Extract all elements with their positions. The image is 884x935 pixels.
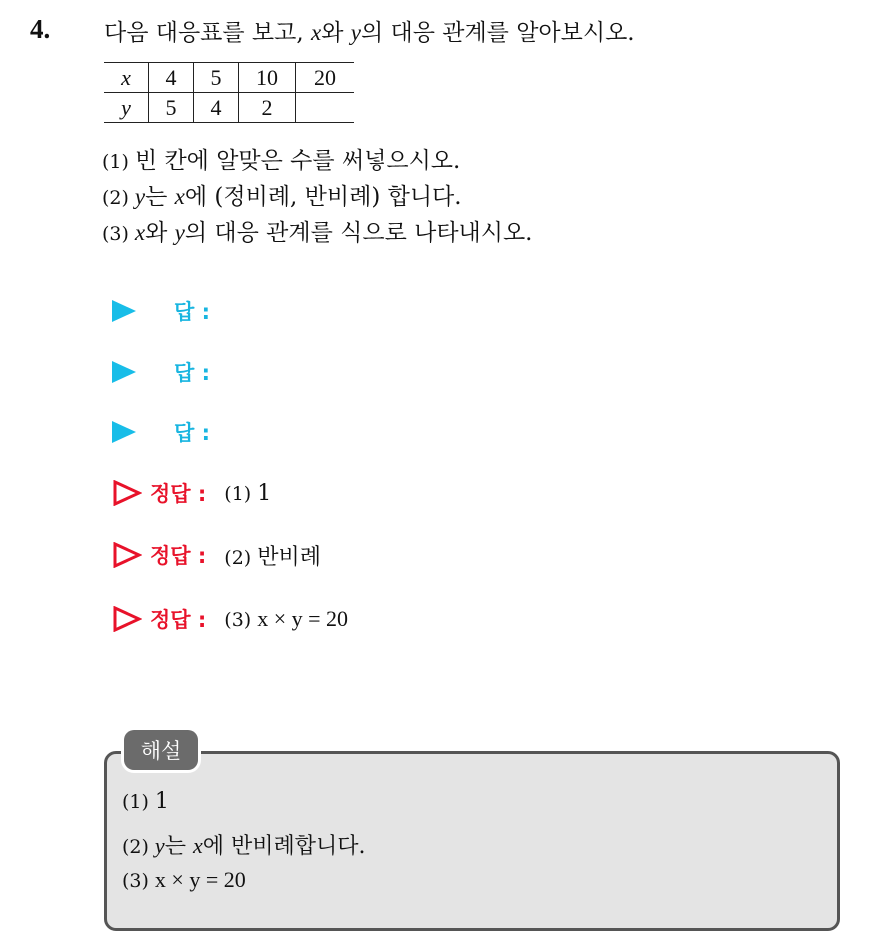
var-y: y [154, 833, 165, 858]
correct-answer-label: 정답 : [150, 482, 207, 506]
table-row-x [104, 63, 354, 93]
table-cell: 5 [149, 93, 194, 123]
table-cell: 4 [194, 93, 239, 123]
outline-triangle-icon [112, 606, 142, 632]
table-cell: x [104, 63, 149, 93]
var-y: y [134, 184, 146, 209]
var-x: x [311, 20, 322, 45]
answer-blank-2[interactable] [112, 355, 210, 389]
correct-answer-3 [112, 602, 348, 636]
var-x: x [174, 184, 185, 209]
subquestion-2 [102, 178, 462, 211]
subquestion-text: 는 [145, 184, 168, 210]
var-x: x [134, 220, 146, 245]
play-triangle-icon [112, 361, 136, 383]
question-text-part2: 와 [321, 20, 344, 46]
subquestion-number: (1) [102, 151, 129, 173]
subquestion-1 [102, 142, 460, 175]
subquestion-3 [102, 214, 533, 247]
subquestion-text: 의 대응 관계를 식으로 나타내시오. [184, 220, 533, 246]
subquestion-number: (2) [102, 187, 129, 209]
play-triangle-icon [112, 300, 136, 322]
question-text [104, 14, 635, 47]
answer-label: 답 : [174, 421, 210, 445]
table-cell: 2 [239, 93, 296, 123]
correct-answer-label: 정답 : [150, 608, 207, 632]
answer-label: 답 : [174, 361, 210, 385]
table-cell: 4 [149, 63, 194, 93]
table-cell: 10 [239, 63, 296, 93]
correct-answer-2 [112, 538, 321, 572]
question-text-part3: 의 대응 관계를 알아보시오. [360, 20, 635, 46]
question-number: 4. [30, 14, 51, 44]
var-y: y [350, 20, 361, 45]
table-cell-blank[interactable] [296, 93, 355, 123]
answer-label: 답 : [174, 300, 210, 324]
correct-answer-label: 정답 : [150, 544, 207, 568]
table-cell: 20 [296, 63, 355, 93]
explanation-line-3: (3) x × y = 20 [122, 867, 246, 892]
table-cell: 5 [194, 63, 239, 93]
subquestion-text: 에 (정비례, 반비례) 합니다. [184, 184, 462, 210]
subquestion-text: 빈 칸에 알맞은 수를 써넣으시오. [134, 148, 461, 174]
play-triangle-icon [112, 421, 136, 443]
correct-answer-text: (2) 반비례 [224, 544, 321, 570]
table-row-y [104, 93, 354, 123]
answer-blank-3[interactable] [112, 415, 210, 449]
subquestion-number: (3) [102, 223, 129, 245]
answer-blank-1[interactable] [112, 294, 210, 328]
subquestion-text: 와 [145, 220, 168, 246]
correspondence-table [104, 62, 354, 123]
correct-answer-text: (1) 1 [224, 480, 272, 506]
var-x: x [192, 833, 203, 858]
correct-answer-text: (3) x × y = 20 [224, 606, 349, 631]
question-text-part1: 다음 대응표를 보고, [104, 20, 304, 46]
explanation-line-2: (2) y는 x에 반비례합니다. [122, 833, 366, 859]
table-cell: y [104, 93, 149, 123]
explanation-line-1: (1) 1 [122, 789, 169, 814]
var-y: y [174, 220, 185, 245]
outline-triangle-icon [112, 542, 142, 568]
correct-answer-1 [112, 476, 271, 510]
explanation-tab: 해설 [124, 730, 198, 770]
outline-triangle-icon [112, 480, 142, 506]
